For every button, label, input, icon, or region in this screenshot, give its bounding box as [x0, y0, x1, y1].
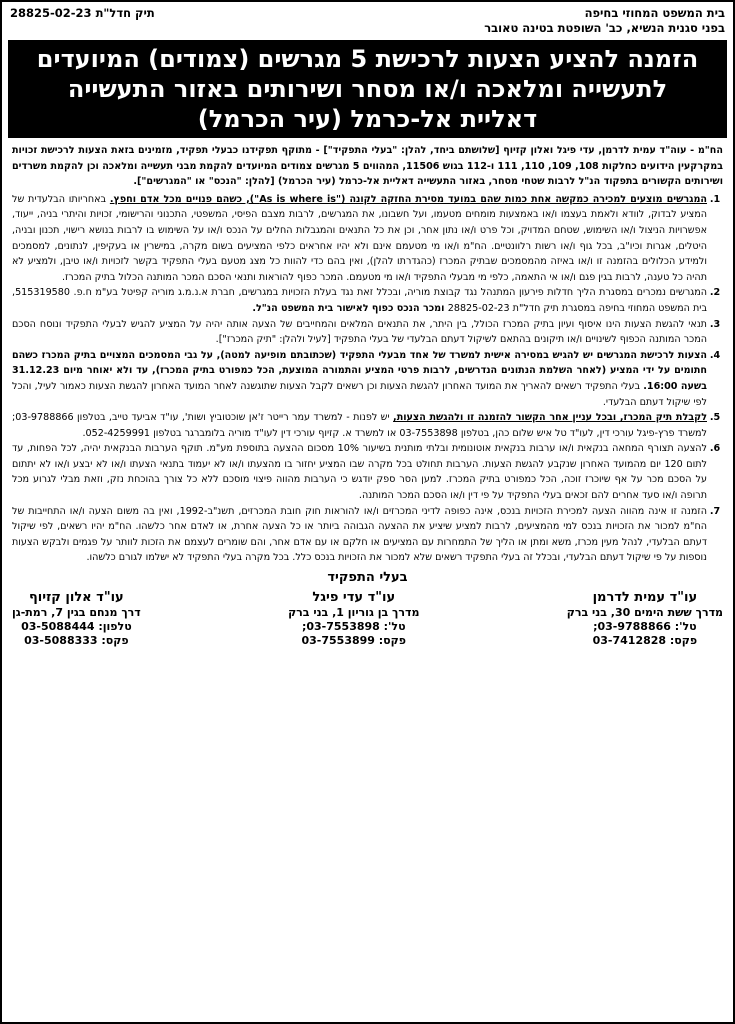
lawyer-ledrman: [567, 589, 723, 648]
list-item: [12, 192, 723, 286]
lawyer-kaziof: [12, 589, 141, 648]
lawyer-fax: פקס: 03-7412828: [592, 634, 698, 648]
item-tail: ומכר הנכס כפוף לאישור בית המשפט הנ"ל.: [252, 302, 448, 314]
lawyers-block: [2, 585, 733, 648]
notice-body: [2, 138, 733, 566]
item-text: [12, 348, 707, 410]
item-number: 1.: [709, 193, 721, 205]
list-item: [12, 348, 723, 410]
list-item: [12, 285, 723, 316]
list-item: [12, 317, 723, 348]
item-body: המגרשים נמכרים במסגרת הליך חדלות פירעון המתנהל נגד קבוצת מוריה, ובכלל זאת נגד בעלת הזכויות במגרשים, חברת א.נ.מ.ג מוריה קפיטל בע"מ ח.פ. 515319580, בית המשפט המחוזי בחיפה במסגרת תיק חדל"ת 28825-02-23: [12, 287, 707, 314]
item-number: 4.: [709, 349, 721, 361]
item-text: [12, 410, 707, 441]
lawyer-fax: פקס: 03-5088333: [24, 634, 129, 648]
lawyer-phone: טל': 03-7553898;: [301, 620, 406, 634]
item-body: יש לפנות - למשרד עמר רייטר ז'אן שוכטוביץ ושות', עו"ד אביעד טייב, בטלפון 03-9788866; למשרד פרץ-פיגל עורכי דין, לעו"ד טל איש שלום כהן, בטלפון 03-7553898 או למשרד א. קזיוף עורכי דין לעו"ד מוריה בלומברגר בטלפון 052-4259991.: [12, 412, 707, 439]
lawyer-address: מדרך בן גוריון 1, בני ברק: [288, 606, 420, 620]
intro-paragraph: הח"מ - עוה"ד עמית לדרמן, עדי פיגל ואלון קזיוף [שלושתם ביחד, להלן: "בעלי התפקיד"] - מתוקף תפקידנו כבעלי תפקיד, מזמינים בזאת הצעות לרכישת זכויות במקרקעין הידועים כחלקות 108, 109, 110, 111 ו-112 בגוש 11506, המהווים 5 מגרשים צמודים המיועדים להקמת מבני תעשייה ומלאכה וכן להקמת משרדים ושירותים הקשורים בתפקוד הנ"ל לרבות שטחי מסחר, באזור התעשייה דאליית אל-כרמל (עיר הכרמל) [להלן: "הנכס" או "המגרשים"].: [12, 145, 723, 188]
lawyer-address: דרך מנחם בגין 7, רמת-גן: [12, 606, 141, 620]
list-item: [12, 441, 723, 503]
lawyer-fax: פקס: 03-7553899: [301, 634, 406, 648]
lawyer-figel: [288, 589, 419, 648]
item-text: [12, 441, 707, 503]
lawyer-name: עו"ד עמית לדרמן: [592, 590, 698, 606]
lawyer-phone: טל': 03-9788866;: [593, 620, 697, 634]
lawyer-name: עו"ד אלון קזיוף: [29, 590, 124, 606]
title-line-1: הזמנה להציע הצעות לרכישת 5 מגרשים (צמודים) המיועדים: [36, 45, 699, 73]
title-banner: [8, 40, 727, 138]
item-body: בעלי התפקיד רשאים להאריך את המועד האחרון להגשת הצעות וכן רשאים לקבל הצעות שתוגשנה לאחר המועד האחרון להגשת הצעות כאמור לעיל, והכל לפי שיקול דעתם הבלעדי.: [12, 380, 707, 408]
items-list: [12, 192, 723, 566]
title-line-3: דאליית אל-כרמל (עיר הכרמל): [197, 105, 538, 133]
item-text: [12, 504, 707, 566]
item-body: תנאי להגשת הצעות הינו איסוף ועיון בתיק המכרז הכולל, בין היתר, את התנאים המלאים והמחייבים של הצעה אותה יהיה על המציע להגיש לבעלי התפקיד ונוסח הסכם המכר המותנה הכפוף לשינויים ו/או תיקונים בהתאם לשיקול דעתם הבלעדי של בעלי התפקיד [לעיל ולהלן: "תיק המכרז"].: [12, 318, 707, 346]
item-body: באחריותו הבלעדית של המציע לבדוק, לוודא ולאמת בעצמו ו/או באמצעות מומחים מטעמו, ועל חשבונו, את המגרשים, לרבות מצבם הפיסי, המשפטי, התכנוני והרישומי, זכויות והיתרי בניה, ייעוד, אפשרויות הניצול ו/או השימוש, שטחם המדויק, וכל פרט ו/או נתון אחר, וכן את כל התנאים והמגבלות החלים על הנכס ו/או על השימוש בו לרבות בנושא רישוי, תכנון ובניה, היטלים, אגרות וכיו"ב, בכל גוף ו/או רשות רלוונטיים. הח"מ ו/או מי מטעמם אינם ולא יהיו אחראים כלפי המציעים בשום מקרה, במישרין או בעקיפין, לנתונים, למסמכים ולמידע הכלולים בהזמנה זו ו/או באיזה מהמסמכים שבתיק המכרז (כהגדרתו להלן), ואין בהם כדי להוות כל מצג מטעם בעלי התפקיד בקשר לזכויות ו/או טיבן, ולמציע לא תהיה כל טענה, לרבות בגין פגם ו/או אי התאמה, כלפי מי מבעלי התפקיד ו/או מי מטעמם. המכר כפוף להוראות ותנאי הסכם המכר המותנה הכלול בתיק המכרז.: [12, 193, 707, 283]
lawyer-address: מדרך ששת הימים 30, בני ברק: [566, 606, 723, 620]
signature-title: בעלי התפקיד: [327, 570, 408, 586]
lawyer-name: עו"ד עדי פיגל: [312, 590, 396, 606]
item-body: להצעה תצורף המחאה בנקאית ו/או ערבות בנקאית אוטונומית ובלתי מותנית בשיעור 10% מסכום ההצעה בתוספת מע"מ. תוקף הערבות הבנקאית יהיה, לכל הפחות, עד לתום 120 יום מהמועד האחרון שנקבע להגשת הצעות. הערבות תחולט בכל מקרה שבו המציע יחזור בו מהצעתו ו/או לא יעמוד בתנאי הצעתו ו/או לא יבצע ו/או לא יתתום על הסכם מכר על אף שיוכרז זוכה, הכל כמפורט בתיק המכרז. למען הסר ספק יודגש כי הערבות מהווה פיצוי מוסכם ללא כל צורך בהוכחת נזק, וזאת מבלי לגרוע מכל תרופה ו/או סעד אחרים להם זכאים בעלי התפקיד על פי דין ו/או הסכם המכר המותנה.: [12, 443, 707, 502]
item-body: הזמנה זו אינה מהווה הצעה למכירת הזכויות בנכס, אינה כפופה לדיני המכרזים ו/או להוראות חוק חובת המכרזים, תשנ"ב-1992, ואין בה משום הצעה ו/או התחייבות של הח"מ למכור את הזכויות בנכס למי מהמציעים, לרבות למציע שיציע את ההצעה הגבוהה ביותר או כל הצעה אחרת, או לאדם אחר כלשהו. הח"מ יהיו רשאים, לפי שיקול דעתם הבלעדי, לנהל מעין מכרז, משא ומתן או הליך של התמחרות עם המציעים או חלקם או עם אדם אחר, והם שומרים לעצמם את הזכות לוותר על פגמים ולבקש הצעות נוספות על פי שיקול דעתם הבלעדי, ובכלל זה בעלי התפקיד רשאים שלא למכור את הזכויות בנכס כלל. בכל מקרה בעלי התפקיד לא ישלמו לגורם כלשהו.: [12, 505, 707, 564]
court-name: בית המשפט המחוזי בחיפה: [584, 6, 725, 20]
lawyer-phone: טלפון: 03-5088444: [21, 620, 132, 634]
item-text: [12, 317, 707, 348]
item-text: [12, 192, 707, 286]
judge-name: בפני סגנית הנשיא, כב' השופטת בטינה טאובר: [484, 21, 725, 35]
item-lead: לקבלת תיק המכרז, ובכל עניין אחר הקשור להזמנה זו ולהגשת הצעות,: [393, 412, 707, 424]
item-number: 7.: [709, 505, 721, 517]
case-number: תיק חדל"ת 28825-02-23: [10, 6, 155, 20]
title-line-2: לתעשייה ומלאכה ו/או מסחר ושירותים באזור התעשייה: [67, 75, 668, 103]
item-number: 2.: [709, 287, 721, 299]
item-lead: הצעות לרכישת המגרשים יש להגיש במסירה אישית למשרד של אחד מבעלי התפקיד (שכתובתם מופיעה למטה), על גבי המסמכים המצויים בתיק המכרז כשהם חתומים על ידי המציע (לאחר השלמת הנתונים הנדרשים, לרבות פרטי המציע והתמורה המוצעת, הכל כמפורט בתיק המכרז), עד ולא יאוחר מיום 31.12.23 בשעה 16:00.: [12, 349, 707, 392]
item-number: 3.: [709, 318, 721, 330]
header: [2, 2, 733, 36]
item-lead: המגרשים מוצעים למכירה כמקשה אחת כמות שהם במועד מסירת החזקה לקונה ("As is where is"), כשהם פנויים מכל אדם וחפץ.: [109, 193, 708, 205]
item-text: [12, 285, 707, 316]
header-right: [484, 6, 725, 36]
item-number: 6.: [709, 443, 721, 455]
list-item: [12, 504, 723, 566]
item-number: 5.: [709, 412, 721, 424]
list-item: [12, 410, 723, 441]
